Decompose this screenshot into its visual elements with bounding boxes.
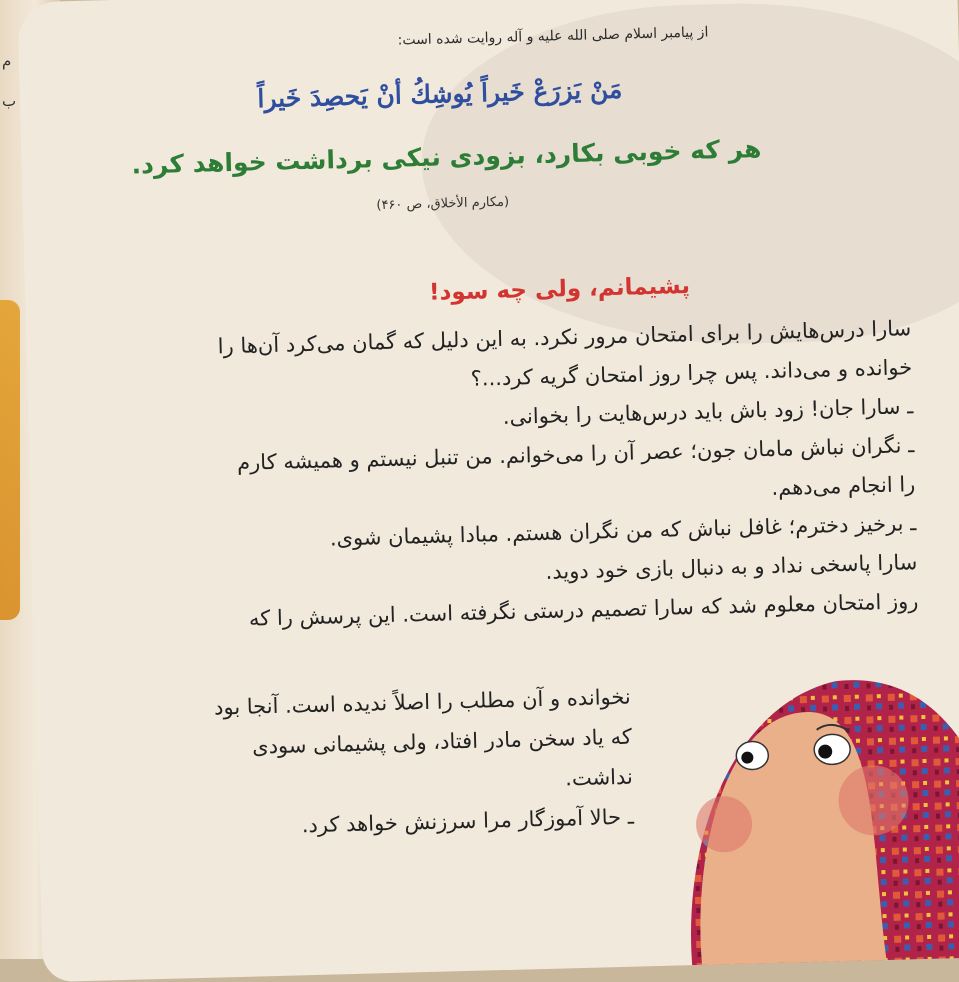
story-line: سارا درس‌هایش را برای امتحان مرور نکرد. به این دلیل که گمان می‌کرد آن‌ها را xyxy=(217,316,912,359)
girl-illustration xyxy=(665,666,959,975)
story-line: ـ حالا آموزگار مرا سرزنش خواهد کرد. xyxy=(301,804,635,838)
hadith-intro: از پیامبر اسلام صلی الله علیه و آله روایت شده است: xyxy=(397,24,709,49)
story-line: که یاد سخن مادر افتاد، ولی پشیمانی سودی xyxy=(251,724,633,759)
story-line: نداشت. xyxy=(564,764,634,791)
story-line: ـ نگران نباش مامان جون؛ عصر آن را می‌خوانم. من تنبل نیستم و همیشه کارم xyxy=(236,433,915,475)
book-page xyxy=(17,0,959,982)
adjacent-page-illustration-strip xyxy=(0,300,20,620)
story-title: پشیمانم، ولی چه سود! xyxy=(428,272,691,306)
adjacent-page-letter: م xyxy=(2,52,12,70)
story-line: خوانده و می‌داند. پس چرا روز امتحان گریه کرد...؟ xyxy=(470,355,913,391)
story-line: ـ سارا جان! زود باش باید درس‌هایت را بخوانی. xyxy=(502,394,914,429)
story-line: نخوانده و آن مطلب را اصلاً ندیده است. آنجا بود xyxy=(213,684,632,720)
hadith-translation: هر که خوبی بکارد، بزودی نیکی برداشت خواهد کرد. xyxy=(131,134,762,180)
story-line: سارا پاسخی نداد و به دنبال بازی خود دوید. xyxy=(545,550,918,584)
story-line: ـ برخیز دخترم؛ غافل نباش که من نگران هستم. مبادا پشیمان شوی. xyxy=(329,511,917,551)
story-line: روز امتحان معلوم شد که سارا تصمیم درستی نگرفته است. این پرسش را که xyxy=(248,589,919,631)
story-text xyxy=(71,309,919,643)
adjacent-page-letter: ب xyxy=(2,92,17,110)
arabic-hadith-quote: مَنْ يَزرَعْ خَيراً يُوشِكُ أنْ يَحصِدَ خَيراً xyxy=(257,74,623,114)
story-line: را انجام می‌دهم. xyxy=(771,472,916,500)
story-text-continued xyxy=(70,677,634,852)
hadith-citation: (مکارم الأخلاق، ص ۴۶۰) xyxy=(376,194,510,214)
